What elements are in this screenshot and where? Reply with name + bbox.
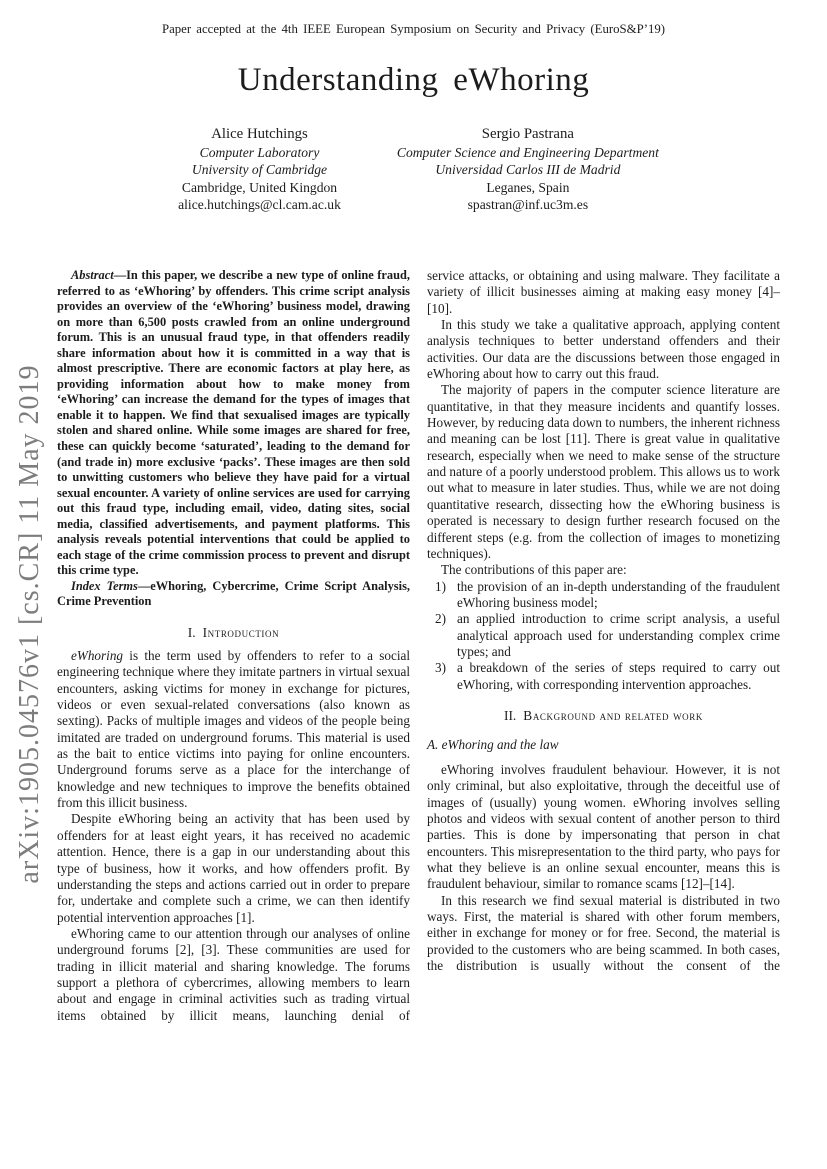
paper-title: Understanding eWhoring (237, 62, 590, 98)
author-block-1 (178, 126, 341, 213)
section-heading-introduction (57, 625, 410, 641)
contribution-item-3 (427, 660, 780, 693)
author-section (57, 126, 780, 213)
section-heading-background (427, 708, 780, 724)
contributions-list (427, 579, 780, 693)
body-columns (57, 268, 780, 1024)
subsection-title: eWhoring and the law (441, 736, 559, 752)
contribution-text: the provision of an in-depth understanding of the fraudulent eWhoring business model; (457, 578, 780, 610)
intro-paragraph-1-text: is the term used by offenders to refer to a social engineering technique where they imitate partners in virtual sexual encounters, asking victims for money in exchange for pictures, videos or even sexual-related conversations (also known as sexting). Packs of multiple images and videos of the people being imitated are traded on underground forums. This material is used as the bait to entice victims into paying for online encounters. Underground forums serve as a place for the interchange of knowledge and new techniques to improve the benefits obtained from this illicit business. (57, 648, 410, 811)
contribution-number: 1) (435, 578, 446, 594)
author-institution: University of Cambridge (191, 162, 328, 178)
author-location: Cambridge, United Kingdon (181, 179, 338, 195)
contribution-number: 3) (435, 660, 446, 676)
section-number: I. (187, 625, 196, 641)
author-department: Computer Laboratory (199, 145, 320, 161)
intro-paragraph-1 (57, 648, 410, 811)
abstract-text: —In this paper, we describe a new type of online fraud, referred to as ‘eWhoring’ by offenders. This crime script analysis provides an overview of the ‘eWhoring’ business model, drawing on more than 6,500 posts crawled from an online underground forum. This is an unusual fraud type, in that offenders readily share information about how it is committed in a way that is almost prescriptive. There are economic factors at play here, as providing information about how to make money from ‘eWhoring’ can increase the demand for the types of images that enable it to happen. We find that sexualised images are typically stolen and shared online. While some images are shared for free, these can quickly become ‘saturated’, leading to the demand for (and trade in) more exclusive ‘packs’. These images are then sold to unwitting customers who believe they have paid for a virtual sexual encounter. A variety of online services are used for carrying out this fraud type, including email, video, dating sites, social media, classified advertisements, and payment platforms. This analysis reveals potential interventions that could be applied to each stage of the crime commission process to prevent and disrupt this crime type. (57, 268, 410, 578)
abstract-paragraph (57, 268, 410, 579)
intro-paragraph-4: In this study we take a qualitative approach, applying content analysis techniques to better understand offenders and their activities. Our data are the discussions between those engaged in eWhoring about how to carry out this fraud. (427, 317, 780, 382)
intro-lead-term: eWhoring (71, 648, 124, 664)
section-title: Introduction (202, 625, 280, 641)
author-institution: Universidad Carlos III de Madrid (435, 162, 621, 178)
author-name: Alice Hutchings (211, 126, 308, 142)
author-email: alice.hutchings@cl.cam.ac.uk (178, 196, 341, 212)
author-name: Sergio Pastrana (481, 126, 574, 142)
background-paragraph-1: eWhoring involves fraudulent behaviour. However, it is not only criminal, but also exploitative, through the deceitful use of images of (usually) young women. eWhoring involves selling photos and videos with sexual content of another person to third parties. This is done by impersonating that person in chat encounters. This misrepresentation to the third party, who pays for what they believe is an online sexual encounter, means this is fraudulent behaviour, similar to romance scams [12]–[14]. (427, 761, 780, 892)
right-column (427, 268, 780, 1024)
contribution-number: 2) (435, 611, 446, 627)
left-column (57, 268, 410, 1024)
contributions-intro: The contributions of this paper are: (441, 562, 627, 578)
author-block-2 (397, 126, 659, 213)
contribution-text: a breakdown of the series of steps required to carry out eWhoring, with corresponding intervention approaches. (457, 660, 780, 692)
contribution-item-1 (427, 579, 780, 612)
section-title: Background and related work (523, 707, 703, 723)
intro-paragraph-3-continuation: service attacks, or obtaining and using malware. They facilitate a variety of illicit businesses aiming at making easy money [4]–[10]. (427, 268, 780, 316)
subsection-heading-ewhoring-law (427, 737, 780, 753)
subsection-label: A. (427, 736, 439, 752)
arxiv-watermark: arXiv:1905.04576v1 [cs.CR] 11 May 2019 (14, 364, 45, 884)
contribution-item-2 (427, 611, 780, 660)
background-paragraph-2: In this research we find sexual material is distributed in two ways. First, the material is shared with other forum members, either in exchange for money or for free. Second, the material is provided to the customers who are being scammed. In both cases, the distribution is usually without the consent of the (427, 892, 780, 974)
intro-paragraph-3: eWhoring came to our attention through our analyses of online underground forums [2], [3]. These communities are used for trading in illicit material and sharing knowledge. The forums support a plethora of cybercrimes, allowing members to learn about and engage in criminal activities such as trading virtual items obtained by illicit means, launching denial of (57, 925, 410, 1023)
section-number: II. (504, 707, 517, 723)
author-email: spastran@inf.uc3m.es (467, 196, 589, 212)
abstract-label: Abstract (71, 268, 114, 282)
author-department: Computer Science and Engineering Department (396, 145, 659, 161)
index-terms-label: Index Terms (71, 578, 138, 593)
acceptance-note: Paper accepted at the 4th IEEE European Symposium on Security and Privacy (EuroS&P’19) (161, 22, 666, 36)
intro-paragraph-5: The majority of papers in the computer science literature are quantitative, in that they measure incidents and quantify losses. However, by reducing data down to numbers, the inherent richness and meaning can be lost [11]. There is great value in qualitative research, especially when we need to make sense of the structure and nature of a poorly understood problem. This allows us to work out what to measure in later studies. Thus, while we are not doing quantitative research, dissecting how the eWhoring business is operated is necessary to design further research focused on the different steps (e.g. from the collection of images to monetizing techniques). (427, 382, 780, 561)
intro-paragraph-2: Despite eWhoring being an activity that has been used by offenders for at least eight years, it has received no academic attention. Hence, there is a gap in our understanding about this type of business, how it works, and how offenders profit. By understanding the steps and actions carried out in order to prepare for, undertake and complete such a crime, we can then identify potential intervention approaches [1]. (57, 811, 410, 925)
author-location: Leganes, Spain (486, 179, 570, 195)
index-terms-text: —eWhoring, Cybercrime, Crime Script Analysis, Crime Prevention (57, 578, 410, 609)
contribution-text: an applied introduction to crime script analysis, a useful analytical approach used for understanding complex crime types; and (457, 611, 780, 659)
index-terms (57, 579, 410, 610)
